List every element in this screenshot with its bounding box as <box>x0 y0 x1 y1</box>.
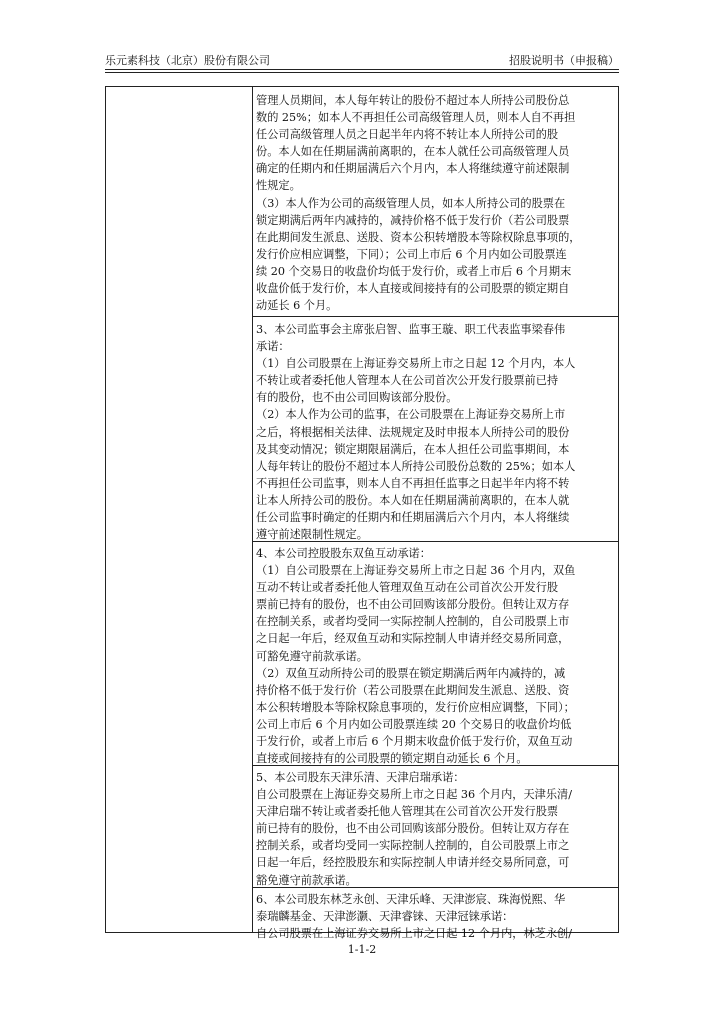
text-line: 承诺： <box>256 340 290 354</box>
text-line: 日起一年后，经控股股东和实际控制人申请并经交易所同意，可 <box>256 856 570 870</box>
text-line: 天津启瑞不转让或者委托他人管理其在公司首次公开发行股票 <box>256 805 559 819</box>
text-line: 有的股份，也不由公司回购该部分股份。 <box>256 391 458 405</box>
section-other-shareholders-commitment <box>256 891 618 942</box>
text-line: 及其变动情况；锁定期限届满后，在本人担任公司监事期间，本 <box>256 442 570 456</box>
section-tianjin-shareholders-commitment <box>256 769 618 889</box>
text-line: 让本人所持公司的股份。本人如在任期届满前离职的，在本人就 <box>256 493 570 507</box>
text-line: 动延长 6 个月。 <box>256 299 338 313</box>
text-line: 泰瑞麟基金、天津澎灏、天津睿铼、天津冠铼承诺： <box>256 910 514 924</box>
text-line: 遵守前述限制性规定。 <box>256 528 368 542</box>
text-line: 锁定期满后两年内减持的，减持价格不低于发行价（若公司股票 <box>256 213 570 227</box>
text-line: 于发行价，或者上市后 6 个月期末收盘价低于发行价，双鱼互动 <box>256 735 573 749</box>
text-line: 之日起一年后，经双鱼互动和实际控制人申请并经交易所同意， <box>256 632 570 646</box>
text-line: 在控制关系，或者均受同一实际控制人控制的，自公司股票上市 <box>256 615 570 629</box>
text-line: 续 20 个交易日的收盘价均低于发行价，或者上市后 6 个月期末 <box>256 264 572 278</box>
text-line: 公司上市后 6 个月内如公司股票连续 20 个交易日的收盘价均低 <box>256 717 572 731</box>
text-line: 3、本公司监事会主席张启智、监事王璇、职工代表监事梁春伟 <box>256 323 566 336</box>
row-separator <box>252 887 618 888</box>
section-lockup-senior-management <box>256 92 618 314</box>
section-supervisors-commitment <box>256 321 618 543</box>
header-rule-thin <box>105 72 619 73</box>
document-title: 招股说明书（申报稿） <box>509 54 619 67</box>
header-rule <box>105 69 619 70</box>
company-name: 乐元素科技（北京）股份有限公司 <box>105 54 270 67</box>
text-line: 份。本人如在任期届满前离职的，在本人就任公司高级管理人员 <box>256 145 570 159</box>
page-number: 1-1-2 <box>347 943 377 956</box>
text-line: 6、本公司股东林芝永创、天津乐峰、天津澎宸、珠海悦熙、华 <box>256 893 566 906</box>
text-line: （3）本人作为公司的高级管理人员，如本人所持公司的股票在 <box>256 196 566 210</box>
text-line: 在此期间发生派息、送股、资本公积转增股本等除权除息事项的， <box>256 230 581 244</box>
row-separator <box>252 765 618 766</box>
text-line: 5、本公司股东天津乐清、天津启瑞承诺： <box>256 771 465 784</box>
text-line: 收盘价低于发行价，本人直接或间接持有的公司股票的锁定期自 <box>256 282 570 296</box>
text-line: 人每年转让的股份不超过本人所持公司股份总数的 25%；如本人 <box>256 459 576 473</box>
text-line: 确定的任期内和任期届满后六个月内，本人将继续遵守前述限制 <box>256 162 570 176</box>
text-line: 任公司监事时确定的任期内和任期届满后六个月内，本人将继续 <box>256 511 570 525</box>
text-line: 持价格不低于发行价（若公司股票在此期间发生派息、送股、资 <box>256 683 570 697</box>
page-header <box>105 50 619 70</box>
text-line: 直接或间接持有的公司股票的锁定期自动延长 6 个月。 <box>256 752 528 766</box>
text-line: 任公司高级管理人员之日起半年内将不转让本人所持公司的股 <box>256 128 559 142</box>
text-line: 不再担任公司监事，则本人自不再担任监事之日起半年内将不转 <box>256 476 570 490</box>
text-line: （1）自公司股票在上海证券交易所上市之日起 36 个月内，双鱼 <box>256 564 576 578</box>
text-line: 票前已持有的股份，也不由公司回购该部分股份。但转让双方存 <box>256 598 570 612</box>
text-line: 自公司股票在上海证券交易所上市之日起 36 个月内，天津乐清/ <box>256 788 572 802</box>
text-line: （1）自公司股票在上海证券交易所上市之日起 12 个月内，本人 <box>256 357 576 371</box>
commitment-table <box>105 86 619 941</box>
column-divider <box>252 87 253 932</box>
text-line: 之后，将根据相关法律、法规规定及时申报本人所持公司的股份 <box>256 425 570 439</box>
row-separator <box>252 541 618 542</box>
text-line: 互动不转让或者委托他人管理双鱼互动在公司首次公开发行股 <box>256 581 559 595</box>
text-line: 不转让或者委托他人管理本人在公司首次公开发行股票前已持 <box>256 374 559 388</box>
row-separator <box>252 316 618 317</box>
text-line: 前已持有的股份，也不由公司回购该部分股份。但转让双方存在 <box>256 822 570 836</box>
text-line: （2）双鱼互动所持公司的股票在锁定期满后两年内减持的，减 <box>256 666 566 680</box>
section-controlling-shareholder-commitment <box>256 545 618 767</box>
text-line: 发行价应相应调整，下同）；公司上市后 6 个月内如公司股票连 <box>256 247 567 261</box>
text-line: 性规定。 <box>256 179 301 193</box>
text-line: 数的 25%；如本人不再担任公司高级管理人员，则本人自不再担 <box>256 111 576 125</box>
text-line: 本公积转增股本等除权除息事项的，发行价应相应调整，下同）； <box>256 700 575 714</box>
text-line: （2）本人作为公司的监事，在公司股票在上海证券交易所上市 <box>256 408 566 422</box>
text-line: 豁免遵守前款承诺。 <box>256 873 357 887</box>
text-line: 4、本公司控股股东双鱼互动承诺： <box>256 547 431 560</box>
text-line: 自公司股票在上海证券交易所上市之日起 12 个月内，林芝永创/ <box>256 927 572 941</box>
text-line: 可豁免遵守前款承诺。 <box>256 649 368 663</box>
text-line: 控制关系，或者均受同一实际控制人控制的，自公司股票上市之 <box>256 839 570 853</box>
text-line: 管理人员期间，本人每年转让的股份不超过本人所持公司股份总 <box>256 94 570 107</box>
